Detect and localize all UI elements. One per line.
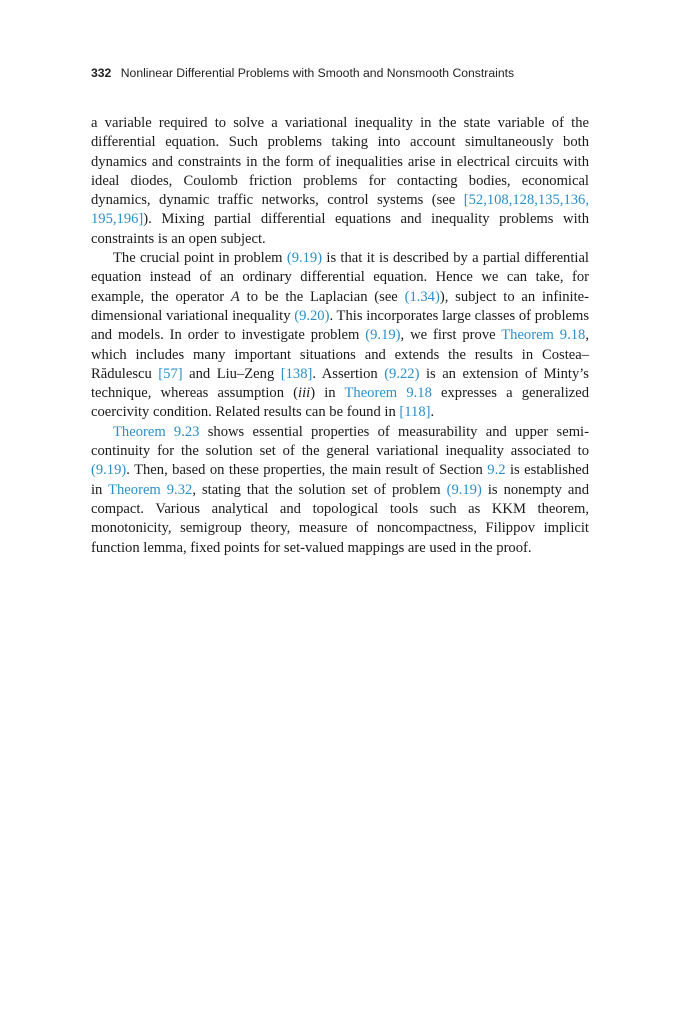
text-run: , we first prove bbox=[400, 327, 502, 344]
running-title: Nonlinear Differential Problems with Smooth and Nonsmooth Constraints bbox=[120, 66, 515, 80]
text-run: and Liu–Zeng bbox=[182, 365, 281, 382]
equation-ref-9-22[interactable]: (9.22) bbox=[384, 365, 420, 382]
section-ref-9-2[interactable]: 9.2 bbox=[487, 462, 506, 479]
text-run: . Assertion bbox=[312, 365, 385, 382]
theorem-ref-9-18[interactable]: Theorem 9.18 bbox=[501, 327, 586, 344]
text-run: , stating that the solution set of problem bbox=[192, 481, 447, 498]
equation-ref-1-34[interactable]: (1.34) bbox=[404, 288, 440, 305]
equation-ref-9-19[interactable]: (9.19) bbox=[91, 462, 127, 479]
text-run: is established in bbox=[91, 462, 589, 498]
text-run: a variable required to solve a variational inequality in the state variable of the differential equation. Such problems taking into account simultaneously both dynamics and constraints in the form of inequalities arise in electrical circuits with ideal diodes, Coulomb friction problems for contacting bodies, economical dynamics, dynamic traffic networks, control systems (see bbox=[91, 115, 589, 209]
text-run: is an extension of Minty’s technique, whereas assumption ( bbox=[91, 365, 589, 402]
equation-ref-9-20[interactable]: (9.20) bbox=[294, 307, 330, 324]
theorem-ref-9-18[interactable]: Theorem 9.18 bbox=[344, 385, 432, 402]
math-symbol: A bbox=[230, 288, 240, 305]
text-run: ), subject to an infinite-dimensional variational inequality bbox=[91, 288, 589, 324]
citation-138[interactable]: [138] bbox=[280, 365, 313, 382]
text-run: , which includes many important situations and extends the results in Costea–Rădulescu bbox=[91, 327, 589, 382]
paragraph-2 bbox=[91, 249, 589, 423]
paragraph-1 bbox=[91, 114, 589, 249]
citation-52-196[interactable]: [52,108,128,135,136, 195,196] bbox=[91, 192, 589, 228]
text-run: . This incorporates large classes of problems and models. In order to investigate problem bbox=[91, 307, 590, 344]
equation-ref-9-19[interactable]: (9.19) bbox=[365, 327, 401, 344]
citation-118[interactable]: [118] bbox=[399, 404, 431, 421]
text-run: ) in bbox=[310, 385, 345, 402]
text-run: . bbox=[430, 404, 435, 421]
text-run: expresses a generalized coercivity condition. Related results can be found in bbox=[91, 385, 590, 421]
citation-57[interactable]: [57] bbox=[158, 365, 183, 382]
equation-ref-9-19[interactable]: (9.19) bbox=[286, 250, 323, 267]
running-header bbox=[91, 66, 591, 80]
theorem-ref-9-32[interactable]: Theorem 9.32 bbox=[108, 481, 193, 498]
text-run: to be the Laplacian (see bbox=[239, 288, 405, 305]
paragraph-3 bbox=[91, 423, 589, 558]
page-number: 332 bbox=[91, 66, 112, 80]
text-run: The crucial point in problem bbox=[113, 250, 287, 267]
text-run: is that it is described by a partial differential equation instead of an ordinary differential equation. Hence we can take, for example, the operator bbox=[91, 250, 589, 305]
text-run: ). Mixing partial differential equations and inequality problems with constraints is an open subject. bbox=[91, 211, 589, 247]
body-text bbox=[91, 114, 589, 558]
text-run: is nonempty and compact. Various analytical and topological tools such as KKM theorem, monotonicity, semigroup theory, measure of noncompactness, Filippov implicit function lemma, fixed points for set-valued mappings are used in the proof. bbox=[91, 481, 589, 556]
theorem-ref-9-23[interactable]: Theorem 9.23 bbox=[113, 423, 200, 440]
equation-ref-9-19[interactable]: (9.19) bbox=[446, 481, 482, 498]
text-run: . Then, based on these properties, the main result of Section bbox=[126, 462, 488, 479]
math-symbol: iii bbox=[298, 385, 311, 402]
text-run: shows essential properties of measurability and upper semicontinuity for the solution set of the general variational inequality associated to bbox=[91, 423, 589, 460]
